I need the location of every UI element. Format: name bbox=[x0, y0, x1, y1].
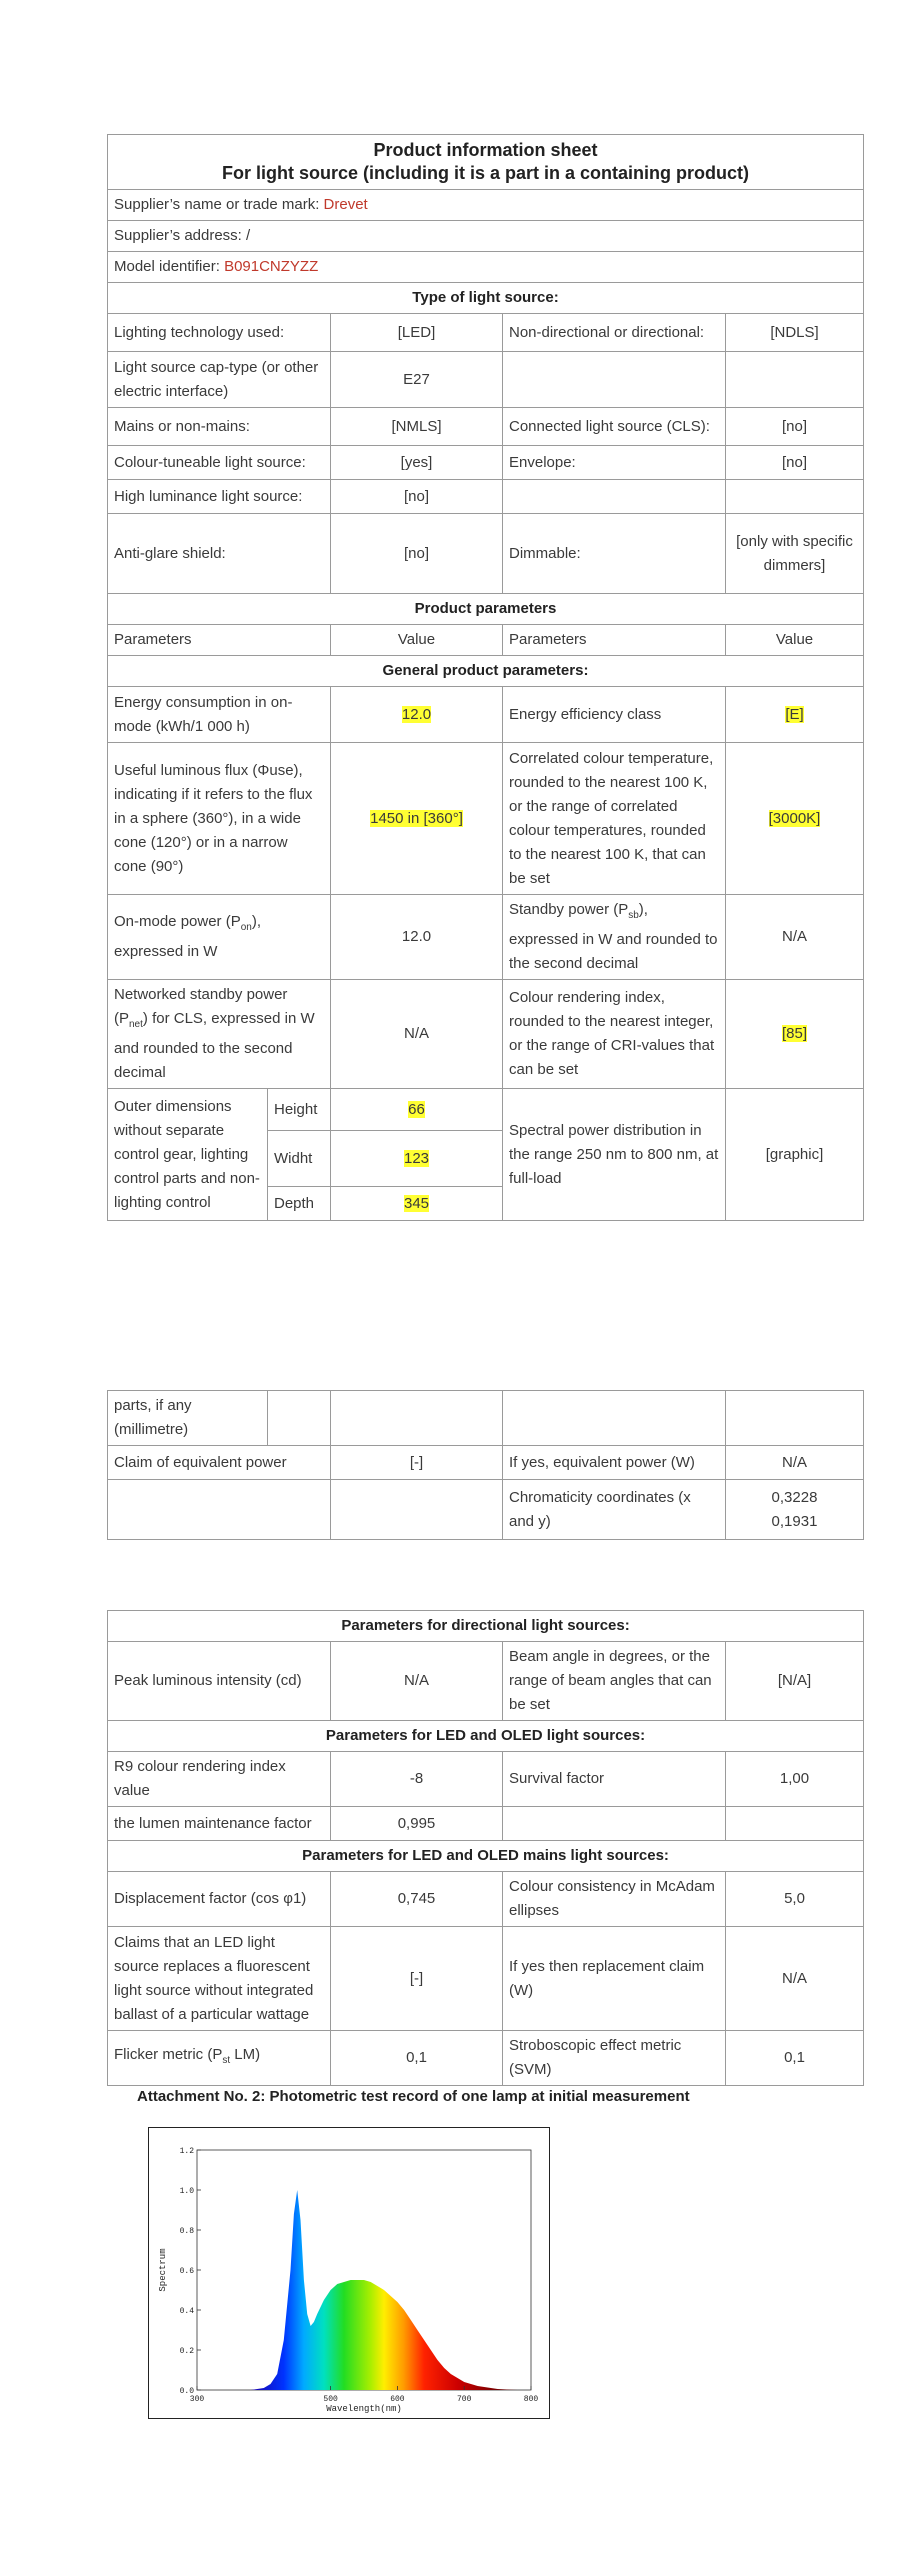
type-param: Colour-tuneable light source: bbox=[108, 446, 331, 480]
empty-cell bbox=[108, 1480, 331, 1540]
empty-cell bbox=[726, 1807, 864, 1841]
svm-value: 0,1 bbox=[726, 2031, 864, 2086]
cct-cell bbox=[726, 743, 864, 895]
width-label: Widht bbox=[268, 1131, 331, 1187]
networked-standby-value: N/A bbox=[331, 980, 503, 1089]
standby-power-sub: sb bbox=[628, 910, 639, 921]
model-row bbox=[108, 252, 864, 283]
chromaticity-y: 0,1931 bbox=[771, 1512, 818, 1530]
model-label: Model identifier: bbox=[114, 258, 225, 275]
y-tick-label: 0.0 bbox=[179, 2387, 194, 2396]
spd-value: [graphic] bbox=[726, 1089, 864, 1221]
depth-cell bbox=[331, 1187, 503, 1221]
chromaticity-values bbox=[726, 1480, 864, 1540]
type-value: [only with specific dimmers] bbox=[726, 514, 864, 594]
standby-power-label bbox=[503, 895, 726, 980]
led-parameters-table bbox=[107, 1610, 864, 2086]
chromaticity-x: 0,3228 bbox=[771, 1488, 818, 1506]
address-row: Supplier’s address: / bbox=[108, 221, 864, 252]
height-cell bbox=[331, 1089, 503, 1131]
dimensions-label: Outer dimensions without separate control gear, lighting control parts and non-lighting control bbox=[108, 1089, 268, 1221]
networked-standby-label bbox=[108, 980, 331, 1089]
continued-table bbox=[107, 1390, 864, 1540]
col-header-value: Value bbox=[726, 625, 864, 656]
type-value: [no] bbox=[726, 408, 864, 446]
replacement-claims-label: Claims that an LED light source replaces a fluorescent light source without integrated ballast of a particular wattage bbox=[108, 1927, 331, 2031]
replacement-wattage-value: N/A bbox=[726, 1927, 864, 2031]
led-mains-header: Parameters for LED and OLED mains light sources: bbox=[108, 1841, 864, 1872]
y-tick-label: 1.2 bbox=[179, 2147, 194, 2156]
standby-power-value: N/A bbox=[726, 895, 864, 980]
y-tick-label: 0.6 bbox=[179, 2267, 194, 2276]
on-mode-power-label bbox=[108, 895, 331, 980]
directional-header: Parameters for directional light sources: bbox=[108, 1611, 864, 1642]
flux-label: Useful luminous flux (Φuse), indicating if it refers to the flux in a sphere (360°), in a wide cone (120°) or in a narrow cone (90°) bbox=[108, 743, 331, 895]
r9-label: R9 colour rendering index value bbox=[108, 1752, 331, 1807]
cct-label: Correlated colour temperature, rounded to the nearest 100 K, or the range of correlated colour temperatures, rounded to the nearest 100 K, that can be set bbox=[503, 743, 726, 895]
type-param bbox=[503, 480, 726, 514]
model-value: B091CNZYZZ bbox=[224, 258, 319, 275]
on-mode-power-value: 12.0 bbox=[331, 895, 503, 980]
x-axis-label: Wavelength(nm) bbox=[326, 2404, 402, 2414]
supplier-value: Drevet bbox=[323, 196, 368, 213]
cri-cell bbox=[726, 980, 864, 1089]
standby-power-label-a: Standby power (P bbox=[509, 901, 629, 918]
flux-cell bbox=[331, 743, 503, 895]
led-header: Parameters for LED and OLED light sources: bbox=[108, 1721, 864, 1752]
peak-intensity-label: Peak luminous intensity (cd) bbox=[108, 1642, 331, 1721]
type-param: Anti-glare shield: bbox=[108, 514, 331, 594]
energy-consumption-cell bbox=[331, 687, 503, 743]
survival-value: 1,00 bbox=[726, 1752, 864, 1807]
empty-cell bbox=[331, 1480, 503, 1540]
displacement-label: Displacement factor (cos φ1) bbox=[108, 1872, 331, 1927]
networked-standby-label-b: ) for CLS, expressed in W and rounded to the second decimal bbox=[114, 1010, 315, 1081]
equivalent-power-label: If yes, equivalent power (W) bbox=[503, 1446, 726, 1480]
type-param: Dimmable: bbox=[503, 514, 726, 594]
lumen-maintenance-label: the lumen maintenance factor bbox=[108, 1807, 331, 1841]
x-tick-label: 500 bbox=[323, 2395, 338, 2404]
flicker-label bbox=[108, 2031, 331, 2086]
x-tick-label: 800 bbox=[523, 2395, 539, 2404]
empty-cell bbox=[268, 1391, 331, 1446]
type-param: Lighting technology used: bbox=[108, 314, 331, 352]
standby-power-label-b: ), expressed in W and rounded to the second decimal bbox=[509, 901, 718, 972]
x-tick-label: 700 bbox=[456, 2395, 472, 2404]
flicker-sub: st bbox=[222, 2055, 231, 2066]
height-label: Height bbox=[268, 1089, 331, 1131]
col-header-value: Value bbox=[331, 625, 503, 656]
networked-standby-sub: net bbox=[129, 1019, 143, 1030]
width-cell bbox=[331, 1131, 503, 1187]
height-value: 66 bbox=[408, 1100, 425, 1118]
empty-cell bbox=[331, 1391, 503, 1446]
type-value: [NMLS] bbox=[331, 408, 503, 446]
equivalent-power-claim-label: Claim of equivalent power bbox=[108, 1446, 331, 1480]
depth-label: Depth bbox=[268, 1187, 331, 1221]
supplier-label: Supplier’s name or trade mark: bbox=[114, 196, 324, 213]
survival-label: Survival factor bbox=[503, 1752, 726, 1807]
type-param: High luminance light source: bbox=[108, 480, 331, 514]
equivalent-power-value: N/A bbox=[726, 1446, 864, 1480]
lumen-maintenance-value: 0,995 bbox=[331, 1807, 503, 1841]
cct-value: [3000K] bbox=[768, 809, 821, 827]
spectrum-chart bbox=[149, 2128, 549, 2418]
type-param bbox=[503, 352, 726, 408]
flicker-label-b: LM) bbox=[230, 2046, 261, 2063]
supplier-row bbox=[108, 190, 864, 221]
width-value: 123 bbox=[403, 1149, 430, 1167]
attachment-title: Attachment No. 2: Photometric test record of one lamp at initial measurement bbox=[137, 2088, 690, 2105]
empty-cell bbox=[726, 1391, 864, 1446]
energy-consumption-label: Energy consumption in on-mode (kWh/1 000 h) bbox=[108, 687, 331, 743]
replacement-wattage-label: If yes then replacement claim (W) bbox=[503, 1927, 726, 2031]
mcadam-label: Colour consistency in McAdam ellipses bbox=[503, 1872, 726, 1927]
mcadam-value: 5,0 bbox=[726, 1872, 864, 1927]
y-axis-label: Spectrum bbox=[158, 2248, 168, 2292]
type-param: Envelope: bbox=[503, 446, 726, 480]
y-axis-ticks bbox=[180, 2147, 201, 2396]
y-tick-label: 1.0 bbox=[179, 2187, 194, 2196]
type-param: Mains or non-mains: bbox=[108, 408, 331, 446]
product-params-header: Product parameters bbox=[108, 594, 864, 625]
y-tick-label: 0.4 bbox=[179, 2307, 194, 2316]
empty-cell bbox=[503, 1391, 726, 1446]
sheet-title-line1: Product information sheet bbox=[373, 140, 598, 160]
type-value: E27 bbox=[331, 352, 503, 408]
flicker-value: 0,1 bbox=[331, 2031, 503, 2086]
type-param: Connected light source (CLS): bbox=[503, 408, 726, 446]
type-value: [NDLS] bbox=[726, 314, 864, 352]
y-tick-label: 0.2 bbox=[179, 2347, 194, 2356]
product-information-table bbox=[107, 134, 864, 1221]
sheet-title bbox=[108, 135, 864, 190]
cri-value: [85] bbox=[781, 1025, 808, 1042]
dimensions-continued: parts, if any (millimetre) bbox=[108, 1391, 268, 1446]
eec-label: Energy efficiency class bbox=[503, 687, 726, 743]
type-value bbox=[726, 480, 864, 514]
type-param: Light source cap-type (or other electric interface) bbox=[108, 352, 331, 408]
flux-value: 1450 in [360°] bbox=[370, 809, 463, 827]
r9-value: -8 bbox=[331, 1752, 503, 1807]
beam-angle-label: Beam angle in degrees, or the range of beam angles that can be set bbox=[503, 1642, 726, 1721]
svm-label: Stroboscopic effect metric (SVM) bbox=[503, 2031, 726, 2086]
networked-standby-label-a: Networked standby power (P bbox=[114, 986, 288, 1027]
empty-cell bbox=[503, 1807, 726, 1841]
on-mode-power-label-b: ), expressed in W bbox=[114, 913, 262, 960]
spectrum-area bbox=[250, 2190, 517, 2390]
energy-consumption-value: 12.0 bbox=[401, 705, 432, 723]
equivalent-power-claim-value: [-] bbox=[331, 1446, 503, 1480]
cri-label: Colour rendering index, rounded to the nearest integer, or the range of CRI-values that can be set bbox=[503, 980, 726, 1089]
type-value: [no] bbox=[331, 480, 503, 514]
sheet-title-line2: For light source (including it is a part in a containing product) bbox=[222, 163, 750, 183]
x-tick-label: 600 bbox=[390, 2395, 405, 2404]
general-params-header: General product parameters: bbox=[108, 656, 864, 687]
type-value: [no] bbox=[726, 446, 864, 480]
type-header: Type of light source: bbox=[108, 283, 864, 314]
type-param: Non-directional or directional: bbox=[503, 314, 726, 352]
depth-value: 345 bbox=[403, 1194, 430, 1212]
displacement-value: 0,745 bbox=[331, 1872, 503, 1927]
y-tick-label: 0.8 bbox=[179, 2227, 194, 2236]
eec-value: [E] bbox=[785, 705, 804, 723]
x-tick-label: 300 bbox=[189, 2395, 205, 2404]
on-mode-power-sub: on bbox=[240, 922, 252, 933]
on-mode-power-label-a: On-mode power (P bbox=[114, 913, 241, 930]
spectrum-chart-frame bbox=[148, 2127, 550, 2419]
type-value: [yes] bbox=[331, 446, 503, 480]
type-value bbox=[726, 352, 864, 408]
flicker-label-a: Flicker metric (P bbox=[114, 2046, 223, 2063]
replacement-claims-value: [-] bbox=[331, 1927, 503, 2031]
beam-angle-value: [N/A] bbox=[726, 1642, 864, 1721]
type-value: [LED] bbox=[331, 314, 503, 352]
peak-intensity-value: N/A bbox=[331, 1642, 503, 1721]
col-header-param: Parameters bbox=[108, 625, 331, 656]
spd-label: Spectral power distribution in the range 250 nm to 800 nm, at full-load bbox=[503, 1089, 726, 1221]
type-value: [no] bbox=[331, 514, 503, 594]
eec-cell bbox=[726, 687, 864, 743]
col-header-param: Parameters bbox=[503, 625, 726, 656]
chromaticity-label: Chromaticity coordinates (x and y) bbox=[503, 1480, 726, 1540]
